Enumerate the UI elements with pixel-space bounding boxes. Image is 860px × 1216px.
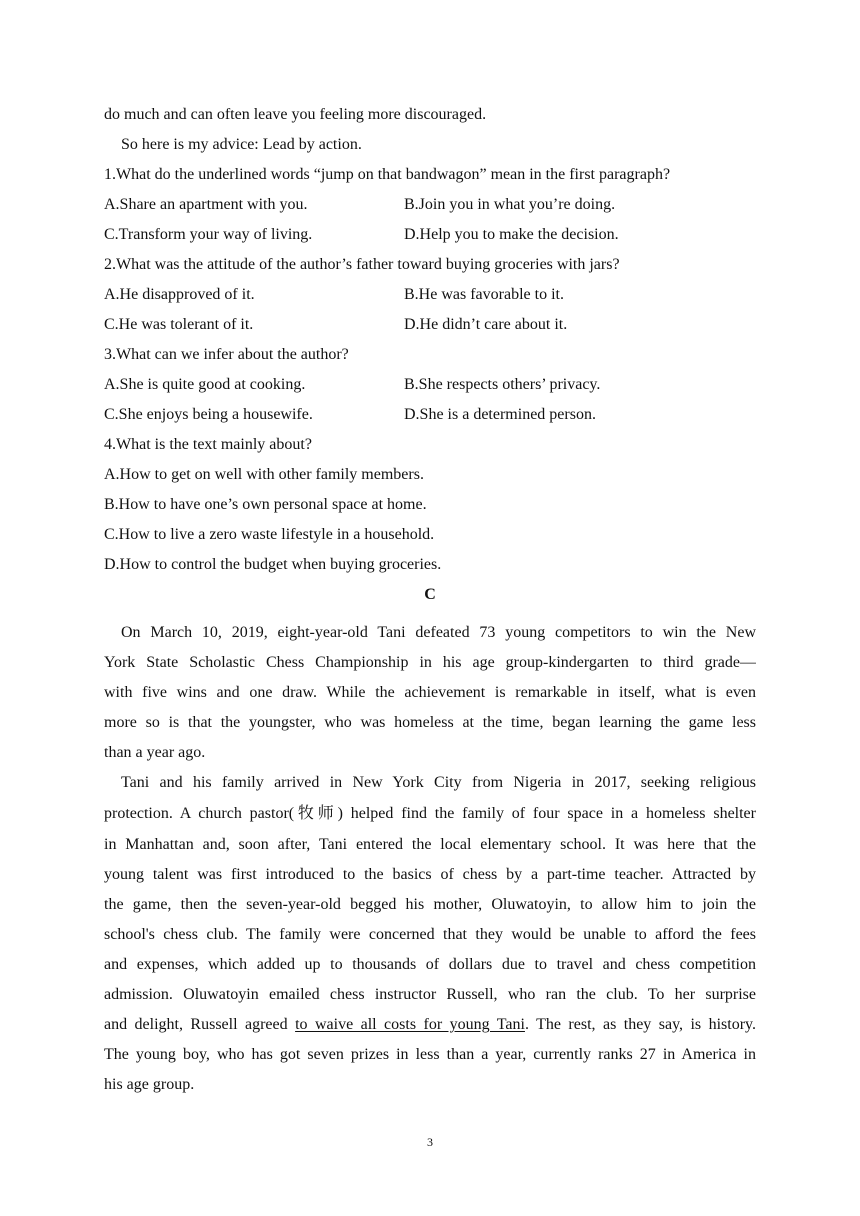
question-3-stem: 3.What can we infer about the author? — [104, 346, 349, 363]
question-2-option-c: C.He was tolerant of it. — [104, 316, 254, 333]
intro-line-2: So here is my advice: Lead by action. — [121, 136, 362, 153]
paragraph-2-line: Tani and his family arrived in New York City from Nigeria in 2017, seeking religious — [121, 774, 756, 791]
question-4-option-d: D.How to control the budget when buying groceries. — [104, 556, 442, 573]
question-1-option-c: C.Transform your way of living. — [104, 226, 313, 243]
paragraph-2-line: admission. Oluwatoyin emailed chess instructor Russell, who ran the club. To her surprise — [104, 986, 756, 1003]
paragraph-2-line: protection. A church pastor(牧师) helped find the family of four space in a homeless shelter — [104, 805, 756, 822]
paragraph-2-line: his age group. — [104, 1076, 195, 1093]
question-4-option-b: B.How to have one’s own personal space at home. — [104, 496, 427, 513]
question-2-stem: 2.What was the attitude of the author’s father toward buying groceries with jars? — [104, 256, 620, 273]
question-2-option-b: B.He was favorable to it. — [404, 286, 564, 303]
page-number: 3 — [427, 1135, 433, 1149]
paragraph-2-text: and delight, Russell agreed — [104, 1016, 296, 1033]
question-3-option-d: D.She is a determined person. — [404, 406, 596, 423]
question-4-option-c: C.How to live a zero waste lifestyle in a household. — [104, 526, 435, 543]
section-heading: C — [424, 586, 436, 603]
paragraph-1-line: York State Scholastic Chess Championship in his age group-kindergarten to third grade— — [104, 654, 756, 671]
paragraph-2-line: and expenses, which added up to thousands of dollars due to travel and chess competition — [104, 956, 756, 973]
underlined-phrase: to waive all costs for young Tani — [295, 1016, 525, 1033]
paragraph-2-text: . The rest, as they say, is history. — [524, 1016, 756, 1033]
paragraph-2-line: the game, then the seven-year-old begged his mother, Oluwatoyin, to allow him to join the — [104, 896, 756, 913]
question-1-option-d: D.Help you to make the decision. — [404, 226, 619, 243]
question-2-option-a: A.He disapproved of it. — [104, 286, 255, 303]
paragraph-1-line: with five wins and one draw. While the achievement is remarkable in itself, what is even — [104, 684, 756, 701]
paragraph-1-line: than a year ago. — [104, 744, 206, 761]
paragraph-2-line: The young boy, who has got seven prizes in less than a year, currently ranks 27 in America in — [104, 1046, 756, 1063]
question-1-option-b: B.Join you in what you’re doing. — [404, 196, 616, 213]
question-3-option-c: C.She enjoys being a housewife. — [104, 406, 313, 423]
paragraph-2-line-underlined — [104, 1015, 756, 1035]
question-3-option-b: B.She respects others’ privacy. — [404, 376, 601, 393]
question-4-option-a: A.How to get on well with other family members. — [104, 466, 424, 483]
paragraph-2-line: in Manhattan and, soon after, Tani entered the local elementary school. It was here that the — [104, 836, 756, 853]
intro-line-1: do much and can often leave you feeling more discouraged. — [104, 106, 487, 123]
question-4-stem: 4.What is the text mainly about? — [104, 436, 312, 453]
paragraph-1-line: On March 10, 2019, eight-year-old Tani defeated 73 young competitors to win the New — [121, 624, 756, 641]
question-1-stem: 1.What do the underlined words “jump on that bandwagon” mean in the first paragraph? — [104, 166, 671, 183]
paragraph-2-line: young talent was first introduced to the basics of chess by a part-time teacher. Attracted by — [104, 866, 756, 883]
question-3-option-a: A.She is quite good at cooking. — [104, 376, 306, 393]
paragraph-2-line: school's chess club. The family were concerned that they would be unable to afford the fees — [104, 926, 756, 943]
paragraph-1-line: more so is that the youngster, who was homeless at the time, began learning the game less — [104, 714, 756, 731]
question-2-option-d: D.He didn’t care about it. — [404, 316, 568, 333]
question-1-option-a: A.Share an apartment with you. — [104, 196, 308, 213]
